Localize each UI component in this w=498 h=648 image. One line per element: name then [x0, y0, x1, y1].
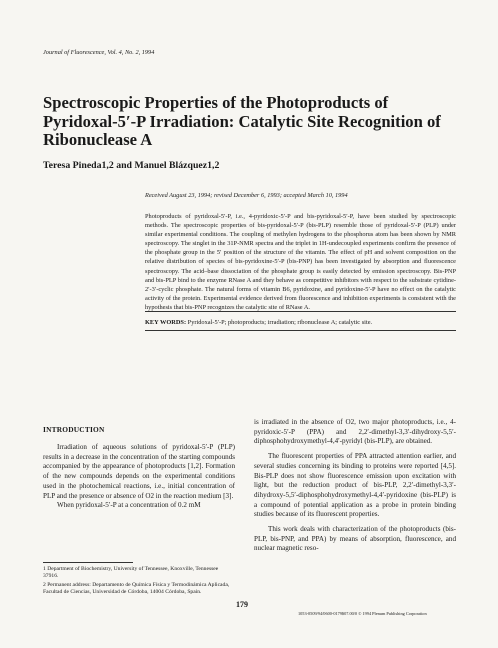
keywords-rule-bottom: [145, 330, 456, 331]
authors: Teresa Pineda1,2 and Manuel Blázquez1,2: [43, 160, 220, 171]
paragraph: When pyridoxal-5′-P at a concentration of 0.2 mM: [57, 501, 201, 510]
abstract: Photoproducts of pyridoxal-5′-P, i.e., 4-pyridoxic-5′-P and bis-pyridoxal-5′-P, have been studied by spectroscopic methods. The spectroscopic properties of bis-pyridoxal-5′-P (bis-PLP) resemble those of pyridoxal-5′-P (PLP) under similar experimental conditions. The coupling of methylen hydrogens to the phosphorus atom has been shown by NMR spectroscopy. The singlet in the 31P-NMR spectra and the triplet in 1H-undecoupled experiments confirm the presence of the phosphate group in the 5′ position of the structure of the vitamin. The effect of pH and solvent composition on the relative distribution of species of bis-pyridoxine-5′-P (bis-PNP) has been investigated by absorption and fluorescence spectroscopy. The acid–base dissociation of the phosphate group is easily detected by emission spectroscopy. Bis-PNP and bis-PLP bind to the enzyme RNase A and they behave as competitive inhibitors with respect to the substrate cytidine-2′-3′-cyclic phosphate. The natural forms of vitamin B6, pyridoxine, and pyridoxine-5′-P have no effect on the catalytic activity of the protein. Experimental evidence derived from fluorescence and inhibition experiments is consistent with the hypothesis that bis-PNP recognizes the catalytic site of RNase A.: [145, 213, 456, 311]
keywords: [145, 319, 456, 326]
section-heading-introduction: INTRODUCTION: [43, 425, 105, 434]
copyright-line: 1053-0509/94/0600-0179$07.00/0 © 1994 Plenum Publishing Corporation: [298, 611, 427, 616]
journal-line: Journal of Fluorescence, Vol. 4, No. 2, 1994: [43, 49, 155, 56]
paragraph: The fluorescent properties of PPA attracted attention earlier, and several studies concerning its binding to proteins were reported [4,5]. Bis-PLP does not show fluorescence emission upon excitation with light, but the reduction product of bis-PLP, 2,2′-dimethyl-3,3′-dihydroxy-5,5′-diphosphohydroxymethyl-4,4′-pyridoxine (bis-PLP) is a compound of potential application as a probe in protein binding studies because of its fluorescent properties.: [254, 452, 456, 519]
right-column: [254, 418, 456, 554]
article-title: Spectroscopic Properties of the Photoproducts of Pyridoxal-5′-P Irradiation: Catalytic Site Recognition of Ribonuclease A: [43, 93, 441, 149]
keywords-rule-top: [145, 311, 456, 312]
footnote: 1 Department of Biochemistry, University of Tennessee, Knoxville, Tennessee 37916.: [43, 566, 219, 579]
received-dates: Received August 23, 1994; revised December 6, 1993; accepted March 10, 1994: [145, 192, 348, 199]
footnote: 2 Permanent address: Departamento de Química Física y Termodinámica Aplicada, Facultad de Ciencias, Universidad de Córdoba, 14004 Córdoba, Spain.: [43, 582, 230, 595]
paragraph: is irradiated in the absence of O2, two major photoproducts, i.e., 4-pyridoxic-5′-P (PPA) and 2,2′-dimethyl-3,3′-dihydroxy-5,5′-diphosphohydroxymethyl-4,4′-pyridyl (bis-PLP), are obtained.: [254, 418, 456, 446]
keywords-text: Pyridoxal-5′-P; photoproducts; irradiation; ribonuclease A; catalytic site.: [187, 319, 373, 326]
keywords-label: KEY WORDS:: [145, 319, 187, 326]
paragraph: Irradiation of aqueous solutions of pyridoxal-5′-P (PLP) results in a decrease in the concentration of the starting compounds accompanied by the appearance of photoproducts [1,2]. Formation of the new compounds depends on the experimental conditions used in the photochemical reactions, i.e., initial concentration of PLP and the presence or absence of O2 in the reaction medium [3].: [43, 443, 235, 500]
footnote-rule: [43, 562, 133, 563]
paragraph: This work deals with characterization of the photoproducts (bis-PLP, bis-PNP, and PPA) by means of absorption, fluorescence, and nuclear magnetic reso-: [254, 525, 456, 553]
page-number: 179: [236, 600, 248, 609]
footnotes: [43, 566, 233, 598]
left-column: [43, 443, 235, 511]
